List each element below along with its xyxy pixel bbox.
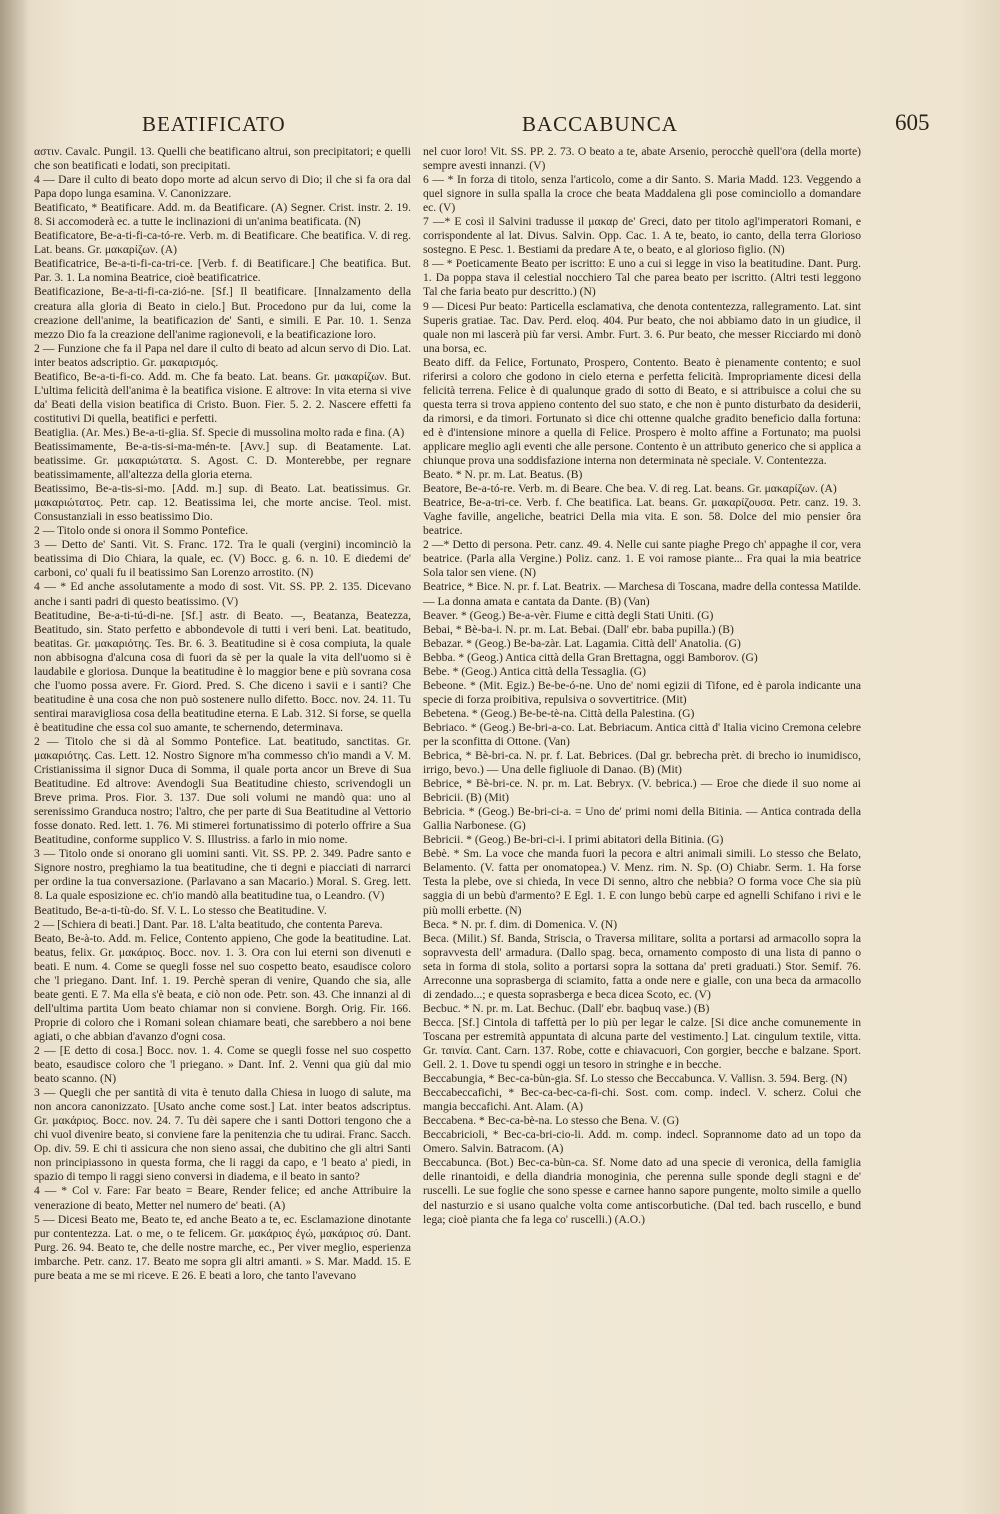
dictionary-entry: 2 —* Detto di persona. Petr. canz. 49. 4. Nelle cui sante piaghe Prego ch' appaghe il cor, vera beatrice. (Parla alla Vergine.) Poliz. canz. 1. E voi ramose piante... Fra quai la mia beatrice Sola talor sen viene. (N) bbox=[423, 538, 861, 580]
dictionary-entry: 2 — [E detto di cosa.] Bocc. nov. 1. 4. Come se quegli fosse nel suo cospetto beato, esaudisce coloro che 'l priegano. » Dant. Inf. 2. Venni qua giù dal mio beato scanno. (N) bbox=[34, 1044, 411, 1086]
dictionary-entry: 4 — * Ed anche assolutamente a modo di sost. Vit. SS. PP. 2. 135. Dicevano anche i santi padri di questo beatissimo. (V) bbox=[34, 580, 411, 608]
dictionary-entry: Beca. (Milit.) Sf. Banda, Striscia, o Traversa militare, solita a portarsi ad armacollo sopra la sopravvesta dell' armadura. (Dallo spag. beca, ornamento composto di una lista di panno o seta in forma di stola, solito a portarsi sopra la sottana da' preti graduati.) Stor. Semif. 76. Arreconne una soprasberga di sciamito, fatta a onde nere e gialle, con una beca da armacollo di zendado...; e questa soprasberga e beca dicea Scoto, ec. (V) bbox=[423, 931, 861, 1001]
dictionary-entry: Bebricia. * (Geog.) Be-bri-ci-a. = Uno de' primi nomi della Bitinia. — Antica contrada della Gallia Narbonese. (G) bbox=[423, 805, 861, 833]
dictionary-entry: 6 — * In forza di titolo, senza l'articolo, come a dir Santo. S. Maria Madd. 123. Veggendo a quel signore in sulla spalla la croce che beata Maddalena gli pose cominciollo a domandare ec. (V) bbox=[423, 173, 861, 215]
right-text-column bbox=[423, 145, 861, 1445]
dictionary-entry: Bebe. * (Geog.) Antica città della Tessaglia. (G) bbox=[423, 664, 647, 678]
book-gutter-shadow bbox=[0, 0, 28, 1514]
dictionary-entry: Beatrice, Be-a-tri-ce. Verb. f. Che beatifica. Lat. beans. Gr. μακαρίζουσα. Petr. canz. 19. 3. Vaghe faville, angeliche, beatrici Della mia vita. E son. 58. Dolce del mio pensier ôra beatrice. bbox=[423, 496, 861, 538]
dictionary-entry: Bebetena. * (Geog.) Be-be-tè-na. Città della Palestina. (G) bbox=[423, 706, 695, 720]
dictionary-entry: 8 — * Poeticamente Beato per iscritto: E uno a cui si legge in viso la beatitudine. Dant. Purg. 1. Da poppa stava il celestial nocchiero Tal che parea beato per iscritto. (Altri testi leggono Tal che faria beato pur descritto.) (N) bbox=[423, 257, 861, 299]
dictionary-entry: Bebè. * Sm. La voce che manda fuori la pecora e altri animali simili. Lo stesso che Belato, Belamento. (V. fatta per onomatopea.) V. Menz. rim. N. Sp. (O) Chiabr. Serm. 1. Ha forse Testa la plebe, ove si chieda, In vece Di senno, altro che nebbia? O forma voce Che sia più saggia di un bebù d'armento? E Egl. 1. E con lungo bebù carpe ed agnelli Schifano i rivi e le più molli erbette. (N) bbox=[423, 847, 861, 917]
dictionary-entry: 3 — Quegli che per santità di vita è tenuto dalla Chiesa in luogo di salute, ma non ancora canonizzato. [Usato anche come sost.] Lat. inter beatos adscriptus. Gr. μακάριος. Bocc. nov. 24. 7. Tu dèi sapere che i santi Dottori tengono che a chi vuol divenire beato, si conviene fare la penitenzia che tu udirai. Franc. Sacch. Op. div. 59. E chi ti assicura che non sieno assai, che dubitino che gli altri Santi non principiassono in questa forma, che li raggi da capo, e 'l beato a' piedi, in spazio di tempo li raggi sieno conversi in diadema, e il beato in santo? bbox=[34, 1086, 411, 1184]
dictionary-entry: Beatissimamente, Be-a-tis-si-ma-mén-te. [Avv.] sup. di Beatamente. Lat. beatissime. Gr. μακαριώτατα. S. Agost. C. D. Monterebbe, per regnare beatissimamente, all'altezza della gloria eterna. bbox=[34, 439, 411, 482]
dictionary-entry: 2 — Funzione che fa il Papa nel dare il culto di beato ad alcun servo di Dio. Lat. inter beatos adscriptio. Gr. μακαρισμός. bbox=[34, 341, 411, 369]
dictionary-entry: Beatitudine, Be-a-ti-tú-di-ne. [Sf.] astr. di Beato. —, Beatanza, Beatezza, Beatitudo, sin. Stato perfetto e abbondevole di tutti i veri beni. Lat. beatitudo, beatitas. Gr. μακαριότης. Tes. Br. 6. 3. Beatitudine si è cosa compiuta, la quale non abbisogna d'alcuna cosa di fuori da sè per la quale la vita dell'uomo si è laudabile e gloriosa. Dunque la beatitudine è lo maggior bene e più sovrana cosa che l'uomo possa avere. Fr. Giord. Pred. S. Che diceno i savii e i santi? Che beatitudine è una cosa che non può sostenere nullo difetto. Bocc. nov. 24. 11. Tu sentirai maravigliosa cosa della beatitudine eterna. E Lab. 312. Si forse, se quella è beatitudine che essa col suo amante, te schernendo, determinava. bbox=[34, 608, 411, 734]
dictionary-entry: Beatificatore, Be-a-ti-fi-ca-tó-re. Verb. m. di Beatificare. Che beatifica. V. di reg. Lat. beans. Gr. μακαρίζων. (A) bbox=[34, 229, 411, 257]
dictionary-entry: Bebriaco. * (Geog.) Be-bri-a-co. Lat. Bebriacum. Antica città d' Italia vicino Cremona celebre per la sconfitta di Ottone. (Van) bbox=[423, 720, 861, 748]
dictionary-entry: Beatitudo, Be-a-ti-tù-do. Sf. V. L. Lo stesso che Beatitudine. V. bbox=[34, 903, 327, 917]
dictionary-entry: Beato diff. da Felice, Fortunato, Prospero, Contento. Beato è pienamente contento; e suol riferirsi a coloro che godono in cielo eterna e perfetta felicità. Impropriamente dicesi della felicità terrena. Felice è di qualunque grado di sotto di Beato, e si attribuisce a colui che su questa terra si trova appieno contento del suo stato, e che non è punto disturbato da desiderii, da rimorsi, e da timori. Fortunato si dice chi ottenne qualche gradito beneficio dalla fortuna: ed è d'intensione minore a quella di Felice. Prospero è molto affine a Fortunato; ma puolsi applicare meglio agli eventi che alle persone. Contento è un attributo generico che si applica a chiunque prova una soddisfazione interna non determinata nè speciale. V. Contentezza. bbox=[423, 355, 861, 468]
dictionary-entry: nel cuor loro! Vit. SS. PP. 2. 73. O beato a te, abate Arsenio, perocchè quell'ora (della morte) sempre avesti innanzi. (V) bbox=[423, 145, 861, 173]
dictionary-entry: Bebeone. * (Mit. Egiz.) Be-be-ó-ne. Uno de' nomi egizii di Tifone, ed è parola indicante una specie di forza proibitiva, repulsiva o sovvertitrice. (Mit) bbox=[423, 678, 861, 706]
dictionary-entry: Beatificato, * Beatificare. Add. m. da Beatificare. (A) Segner. Crist. instr. 2. 19. 8. Si accomoderà ec. a tutte le inclinazioni di un'anima beatificata. (N) bbox=[34, 201, 411, 229]
dictionary-entry: Beccabena. * Bec-ca-bè-na. Lo stesso che Bena. V. (G) bbox=[423, 1114, 679, 1128]
dictionary-entry: 4 — Dare il culto di beato dopo morte ad alcun servo di Dio; il che si fa ora dal Papa dopo lunga esamina. V. Canonizzare. bbox=[34, 173, 411, 201]
dictionary-entry: Beccabricioli, * Bec-ca-bri-cio-li. Add. m. comp. indecl. Soprannome dato ad un topo da Omero. Salvin. Batracom. (A) bbox=[423, 1128, 861, 1156]
dictionary-entry: Beatore, Be-a-tó-re. Verb. m. di Beare. Che bea. V. di reg. Lat. beans. Gr. μακαρίζων. (A) bbox=[423, 482, 837, 496]
dictionary-entry: Bebricii. * (Geog.) Be-bri-ci-i. I primi abitatori della Bitinia. (G) bbox=[423, 833, 724, 847]
dictionary-entry: Bebrica, * Bè-bri-ca. N. pr. f. Lat. Bebrices. (Dal gr. bebrecha prèt. di brecho io inumidisco, irrigo, bevo.) — Una delle figliuole di Danao. (B) (Mit) bbox=[423, 749, 861, 777]
dictionary-entry: 5 — Dicesi Beato me, Beato te, ed anche Beato a te, ec. Esclamazione dinotante pur contentezza. Lat. o me, o te felicem. Gr. μακάριος ἐγώ, μακάριος σύ. Dant. Purg. 26. 94. Beato te, che delle nostre marche, ec., Per viver meglio, esperienza imbarche. Petr. canz. 17. Beato me sopra gli altri amanti. » S. Mar. Madd. 15. E pure beata a me se mi riceve. E 26. E beati a loro, che tanto l'avevano bbox=[34, 1212, 411, 1282]
dictionary-entry: Beccabeccafichi, * Bec-ca-bec-ca-fi-chi. Sost. com. comp. indecl. V. scherz. Colui che mangia beccafichi. Ant. Alam. (A) bbox=[423, 1086, 861, 1114]
dictionary-entry: 2 — Titolo che si dà al Sommo Pontefice. Lat. beatitudo, sanctitas. Gr. μακαριότης. Cas. Lett. 12. Nostro Signore m'ha commesso ch'io mandi a V. M. Cristianissima il signor Duca di Somma, il quale porta ancor un Breve di Sua Beatitudine. Ed altrove: Avendogli Sua Beatitudine chiesto, scrivendogli un Breve prima. Pros. Fior. 3. 137. Due soli volumi ne mandò qua: uno al serenissimo Granduca nostro; l'altro, che per parte di Sua Beatitudine al Vettorio fosse donato. Red. lett. 1. 76. Mi stimerei fortunatissimo di poterlo offrire a Sua Beatitudine, conforme supplico V. S. Illustriss. a farlo in mio nome. bbox=[34, 734, 411, 847]
dictionary-entry: Beccabunca. (Bot.) Bec-ca-bùn-ca. Sf. Nome dato ad una specie di veronica, della famiglia delle rinantoidi, e della diandria monoginia, che perenna sulle sponde degli stagni e de' ruscelli. Le sue foglie che sono spesse e carnee hanno sapore pungente, molto simile a quello del nasturzio e si usano qualche volta come antiscorbutiche. (Dal ted. bach ruscello, e bund lega; cioè pianta che fa lega co' ruscelli.) (A.O.) bbox=[423, 1156, 861, 1226]
dictionary-entry: Beca. * N. pr. f. dim. di Domenica. V. (N) bbox=[423, 917, 618, 931]
running-head-center: BACCABUNCA bbox=[522, 112, 678, 136]
dictionary-entry: Beatrice, * Bice. N. pr. f. Lat. Beatrix. — Marchesa di Toscana, madre della contessa Matilde. — La donna amata e cantata da Dante. (B) (Van) bbox=[423, 580, 861, 608]
dictionary-entry: Beato, Be-à-to. Add. m. Felice, Contento appieno, Che gode la beatitudine. Lat. beatus, felix. Gr. μακάριος. Bocc. nov. 1. 3. Ora con lui eterni son divenuti e beati. E num. 4. Come se quegli fosse nel suo cospetto beato, esaudisce coloro che 'l priegano. Dant. Inf. 1. 19. Perchè speran di venire, Quando che sia, alle beate genti. E 7. Ma ella s'è beata, e ciò non ode. Petr. son. 43. Che innanzi al di dell'ultima partita Uom beato chiamar non si conviene. Borgh. Orig. Fir. 166. Proprie di coloro che i Romani solean chiamare beati, che sarebbero a noi bene agiati, o che abbian d'avanzo d'ogni cosa. bbox=[34, 931, 411, 1043]
dictionary-entry: Becbuc. * N. pr. m. Lat. Bechuc. (Dall' ebr. baqbuq vase.) (B) bbox=[423, 1001, 710, 1015]
running-head-left: BEATIFICATO bbox=[142, 112, 286, 136]
page-number: 605 bbox=[895, 110, 930, 135]
dictionary-entry: Beaver. * (Geog.) Be-a-vèr. Fiume e città degli Stati Uniti. (G) bbox=[423, 608, 714, 622]
dictionary-entry: 7 —* E così il Salvini tradusse il μακαρ de' Greci, dato per titolo agl'imperatori Romani, e corrispondente al lat. Divus. Salvin. Opp. Cac. 1. A te, beato, io canto, della terra Glorioso sostegno. E Pesc. 1. Bestiami da predare A te, o beato, e al glorioso figlio. (N) bbox=[423, 215, 861, 257]
left-text-column bbox=[34, 145, 411, 1445]
dictionary-entry: Beatificazione, Be-a-ti-fi-ca-zió-ne. [Sf.] Il beatificare. [Innalzamento della creatura alla gloria di Beato in cielo.] But. Procedono pur da lui, come la creazione dell'anime, la beatificazion de' Santi, e simili. E Par. 10. 1. Senza mezzo Dio fa la creazione dell'anime ragionevoli, e la beatificazione loro. bbox=[34, 285, 411, 341]
dictionary-entry: Beatifico, Be-a-ti-fi-co. Add. m. Che fa beato. Lat. beans. Gr. μακαρίζων. But. L'ultima felicità dell'anima è la beatifica visione. E altrove: In vita eterna si vive da' Beati della vision beatifica di Cristo. Buon. Fier. 5. 2. 2. Nascere effetti fa costitutivi Di quella, beatifici e perfetti. bbox=[34, 369, 411, 425]
dictionary-entry: Becca. [Sf.] Cintola di taffettà per lo più per legar le calze. [Si dice anche comunemente in Toscana per estremità appuntata di alcuna parte del vestimento.] Lat. cingulum textile, vitta. Gr. ταινία. Cant. Carn. 137. Robe, cotte e chiavacuori, Con gorgier, becche e balzane. Sport. Gell. 2. 1. Dove tu spendi oggi un tesoro in stringhe e in becche. bbox=[423, 1015, 861, 1072]
dictionary-entry: 4 — * Col v. Fare: Far beato = Beare, Render felice; ed anche Attribuire la venerazione di beato, Metter nel numero de' beati. (A) bbox=[34, 1184, 411, 1212]
dictionary-entry: 3 — Detto de' Santi. Vit. S. Franc. 172. Tra le quali (vergini) incominciò la beatissima di Dio Chiara, la quale, ec. (V) Bocc. g. 6. n. 10. E diedemi de' carboni, co' quali fu il beatissimo San Lorenzo arrostito. (N) bbox=[34, 538, 411, 580]
dictionary-entry: Beatiglia. (Ar. Mes.) Be-a-ti-glia. Sf. Specie di mussolina molto rada e fina. (A) bbox=[34, 425, 405, 439]
dictionary-entry: 3 — Titolo onde si onorano gli uomini santi. Vit. SS. PP. 2. 349. Padre santo e Signore nostro, preghiamo la tua beatitudine, che ti degni e piacciati di narrarci per ordine la tua conversazione. (Parlavano a san Macario.) Moral. S. Greg. lett. 8. La quale esposizione ec. ch'io mandò alla beatitudine tua, o Leandro. (V) bbox=[34, 847, 411, 903]
dictionary-entry: Beatificatrice, Be-a-ti-fi-ca-tri-ce. [Verb. f. di Beatificare.] Che beatifica. But. Par. 3. 1. La nomina Beatrice, cioè beatificatrice. bbox=[34, 257, 411, 285]
dictionary-entry: Beatissimo, Be-a-tis-si-mo. [Add. m.] sup. di Beato. Lat. beatissimus. Gr. μακαριώτατος. Petr. cap. 12. Beatissima lei, che morte ancise. Teol. mist. Consustanziali in esso beatissimo Dio. bbox=[34, 482, 411, 524]
dictionary-entry: αστιν. Cavalc. Pungil. 13. Quelli che beatificano altrui, son precipitatori; e quelli che son beatificati e lodati, son precipitati. bbox=[34, 145, 411, 173]
dictionary-entry: Bebrice, * Bè-bri-ce. N. pr. m. Lat. Bebryx. (V. bebrica.) — Eroe che diede il suo nome ai Bebricii. (B) (Mit) bbox=[423, 777, 861, 805]
dictionary-entry: Bebba. * (Geog.) Antica città della Gran Brettagna, oggi Bamborov. (G) bbox=[423, 650, 758, 664]
dictionary-entry: 9 — Dicesi Pur beato: Particella esclamativa, che denota contentezza, rallegramento. Lat. sint Superis gratiae. Tac. Dav. Perd. eloq. 404. Pur beato, che noi abbiamo dato in un giudice, il quale non mi lascerà più far versi. Ambr. Furt. 3. 6. Pur beato, che messer Ricciardo mi donò una borsa, ec. bbox=[423, 299, 861, 355]
dictionary-entry: Beccabungia, * Bec-ca-bùn-gia. Sf. Lo stesso che Beccabunca. V. Vallisn. 3. 594. Berg. (N) bbox=[423, 1072, 848, 1086]
dictionary-entry: Bebai, * Bè-ba-i. N. pr. m. Lat. Bebai. (Dall' ebr. baba pupilla.) (B) bbox=[423, 622, 734, 636]
dictionary-entry: 2 — Titolo onde si onora il Sommo Pontefice. bbox=[34, 524, 249, 538]
dictionary-entry: Bebazar. * (Geog.) Be-ba-zàr. Lat. Lagamia. Città dell' Anatolia. (G) bbox=[423, 636, 741, 650]
dictionary-entry: Beato. * N. pr. m. Lat. Beatus. (B) bbox=[423, 468, 583, 482]
dictionary-entry: 2 — [Schiera di beati.] Dant. Par. 18. L'alta beatitudo, che contenta Pareva. bbox=[34, 917, 383, 931]
